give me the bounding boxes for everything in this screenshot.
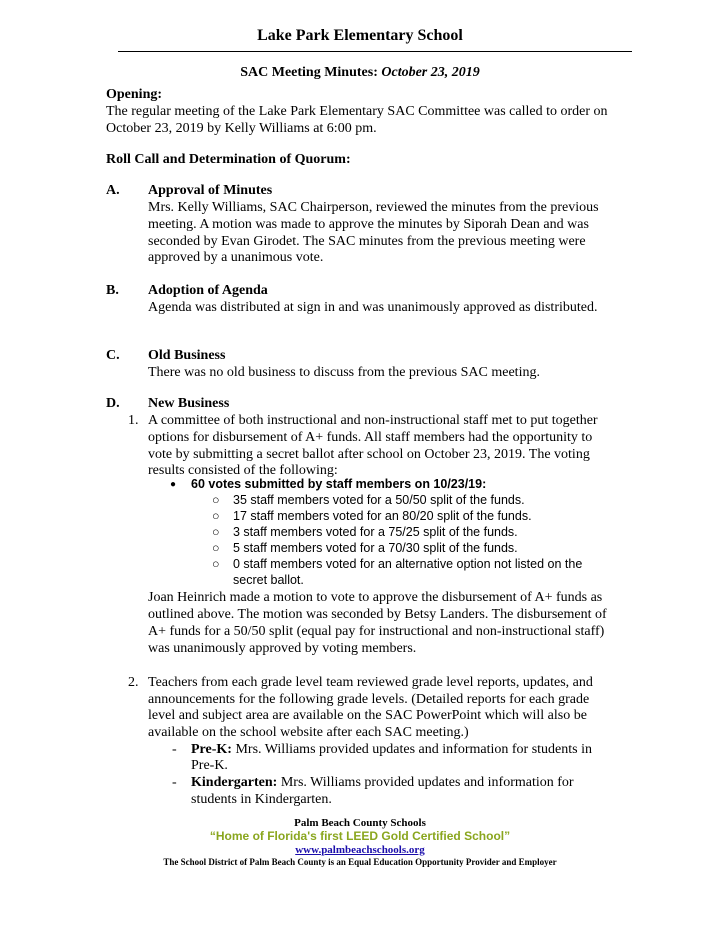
sub-bullet-text: 5 staff members voted for a 70/30 split of the funds. (233, 541, 518, 555)
section-letter: D. (106, 396, 120, 411)
dash-bullet: - (172, 775, 177, 790)
grade-entry (191, 741, 592, 758)
list-number: 2. (128, 675, 139, 690)
grade-text: Mrs. Williams provided updates and information for (277, 775, 574, 790)
item-line: A+ funds for a 50/50 split (equal pay for instructional and non-instructional staff) (148, 624, 605, 639)
item-line: Joan Heinrich made a motion to vote to approve the disbursement of A+ funds as (148, 590, 603, 605)
sub-bullet-text: 3 staff members voted for a 75/25 split of the funds. (233, 525, 518, 539)
circle-bullet-icon: ○ (212, 557, 220, 571)
opening-line: October 23, 2019 by Kelly Williams at 6:00 pm. (106, 121, 377, 136)
section-heading: Adoption of Agenda (148, 283, 268, 298)
sub-bullet-continuation: secret ballot. (233, 573, 304, 587)
item-line: A committee of both instructional and non-instructional staff met to put together (148, 413, 598, 428)
dash-bullet: - (172, 742, 177, 757)
section-line: approved by a unanimous vote. (148, 250, 324, 265)
item-line: announcements for the following grade levels. (Detailed reports for each grade (148, 692, 590, 707)
item-line: options for disbursement of A+ funds. All staff members had the opportunity to (148, 430, 593, 445)
section-line: Mrs. Kelly Williams, SAC Chairperson, reviewed the minutes from the previous (148, 200, 599, 215)
item-line: was unanimously approved by voting members. (148, 641, 417, 656)
opening-heading: Opening: (106, 87, 163, 102)
meeting-heading (0, 64, 720, 81)
list-number: 1. (128, 413, 139, 428)
grade-entry (191, 774, 574, 791)
grade-text: Mrs. Williams provided updates and information for students in (231, 742, 592, 757)
document-title: Lake Park Elementary School (257, 27, 463, 44)
item-line: Teachers from each grade level team reviewed grade level reports, updates, and (148, 675, 593, 690)
item-line: vote by submitting a secret ballot after school on October 23, 2019. The voting (148, 447, 590, 462)
meeting-date: October 23, 2019 (381, 65, 480, 80)
footer-website-link[interactable]: www.palmbeachschools.org (295, 844, 425, 856)
bullet-dot-icon: ● (170, 479, 177, 490)
section-heading: New Business (148, 396, 230, 411)
section-heading: Old Business (148, 348, 226, 363)
section-letter: A. (106, 183, 120, 198)
item-line: level and subject area are available on the SAC PowerPoint which will also be (148, 708, 587, 723)
grade-label: Pre-K: (191, 742, 232, 757)
footer-disclaimer: The School District of Palm Beach County is an Equal Education Opportunity Provider and Employer (163, 857, 557, 867)
grade-label: Kindergarten: (191, 775, 278, 790)
grade-continuation: Pre-K. (191, 758, 228, 773)
opening-line: The regular meeting of the Lake Park Elementary SAC Committee was called to order on (106, 104, 608, 119)
title-divider (118, 51, 632, 52)
item-line: available on the school website after each SAC meeting.) (148, 725, 469, 740)
item-line: results consisted of the following: (148, 463, 338, 478)
circle-bullet-icon: ○ (212, 509, 220, 523)
footer-slogan: “Home of Florida's first LEED Gold Certified School” (209, 829, 511, 843)
section-line: Agenda was distributed at sign in and was unanimously approved as distributed. (148, 300, 598, 315)
section-line: meeting. A motion was made to approve the minutes by Siporah Dean and was (148, 217, 589, 232)
circle-bullet-icon: ○ (212, 493, 220, 507)
section-letter: B. (106, 283, 119, 298)
circle-bullet-icon: ○ (212, 525, 220, 539)
grade-continuation: students in Kindergarten. (191, 792, 332, 807)
sub-bullet-text: 0 staff members voted for an alternative option not listed on the (233, 557, 583, 571)
circle-bullet-icon: ○ (212, 541, 220, 555)
footer-district: Palm Beach County Schools (294, 817, 426, 829)
section-line: seconded by Evan Girodet. The SAC minutes from the previous meeting were (148, 234, 586, 249)
section-letter: C. (106, 348, 120, 363)
section-line: There was no old business to discuss from the previous SAC meeting. (148, 365, 540, 380)
section-heading: Approval of Minutes (148, 183, 273, 198)
meeting-label: SAC Meeting Minutes: (240, 65, 378, 80)
item-line: outlined above. The motion was seconded by Betsy Landers. The disbursement of (148, 607, 607, 622)
roll-call-heading: Roll Call and Determination of Quorum: (106, 152, 351, 167)
bullet-text: 60 votes submitted by staff members on 10/23/19: (191, 477, 487, 491)
sub-bullet-text: 17 staff members voted for an 80/20 split of the funds. (233, 509, 532, 523)
sub-bullet-text: 35 staff members voted for a 50/50 split of the funds. (233, 493, 525, 507)
